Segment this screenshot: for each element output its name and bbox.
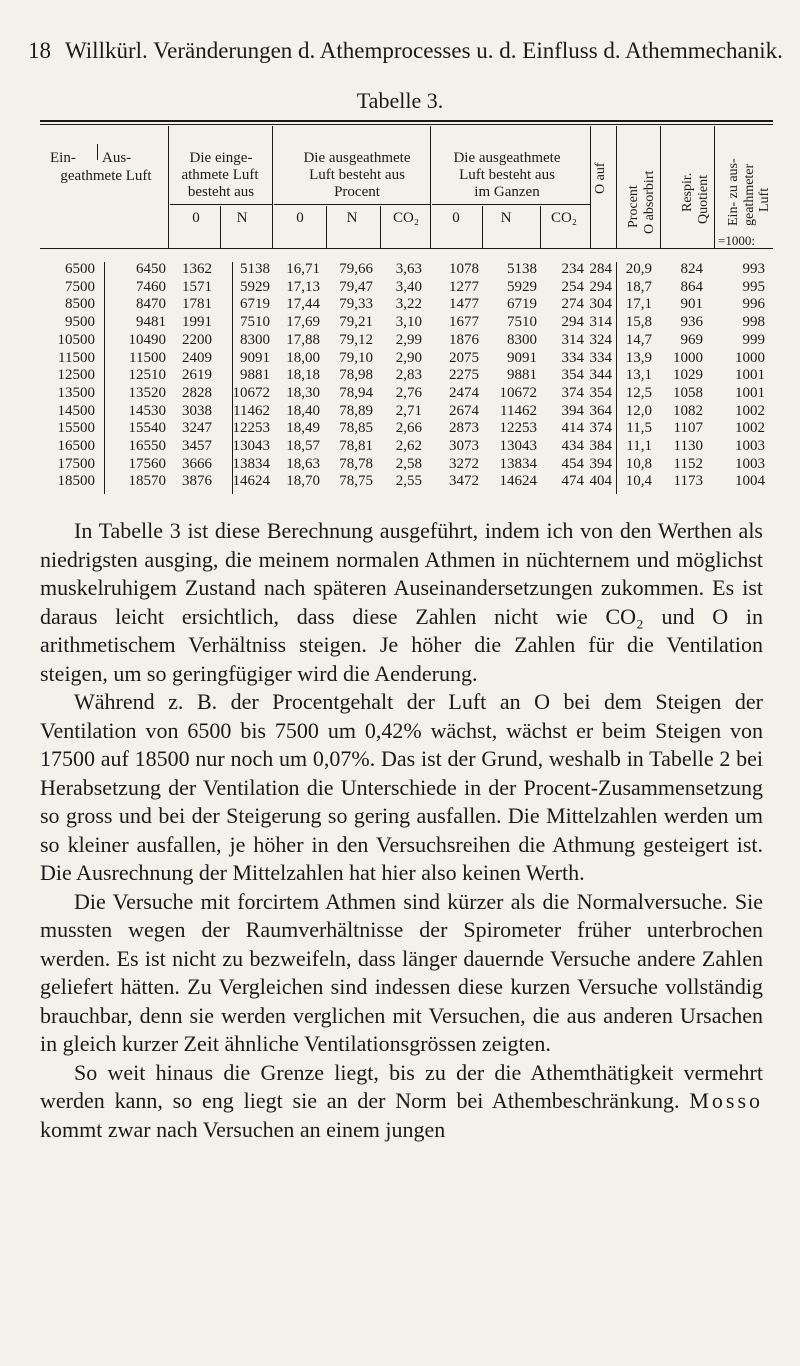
header-ausgeathmete-1: Die ausgeathmete [303, 150, 411, 166]
table-cell: 1058 [673, 384, 703, 401]
vrule-sub-3 [380, 206, 381, 248]
table-cell: 2,55 [395, 473, 422, 490]
table-cell: 294 [561, 314, 584, 331]
table-cell: 9091 [507, 349, 537, 366]
author-name: Mosso [689, 1088, 764, 1113]
table-cell: 12253 [232, 420, 270, 437]
table-cell: 8300 [240, 331, 270, 348]
table-cell: 474 [561, 473, 584, 490]
table-cell: 79,66 [339, 261, 373, 277]
sub-n-2: N [346, 210, 358, 226]
table-cell: 1173 [673, 473, 703, 490]
table-cell: 2,83 [395, 367, 422, 384]
table-cell: 14,7 [625, 331, 652, 348]
table-cell: 13520 [128, 384, 166, 401]
table-top-rule [40, 120, 773, 122]
table-cell: 304 [589, 296, 612, 313]
header-bottom-rule [40, 248, 773, 249]
table-cell: 996 [742, 296, 765, 313]
table-cell: 7510 [507, 314, 537, 331]
table-cell: 254 [561, 278, 584, 295]
table-cell: 13834 [499, 455, 537, 472]
table-cell: 8500 [65, 296, 95, 313]
table-cell: 3,22 [395, 296, 422, 313]
table-cell: 1130 [673, 438, 703, 454]
vrule-b-1 [104, 262, 105, 494]
table-cell: 344 [589, 367, 612, 384]
table-cell: 8300 [507, 331, 537, 348]
table-cell: 414 [561, 420, 584, 437]
table-cell: 6719 [240, 296, 270, 313]
table-cell: 11462 [500, 402, 537, 419]
header-respir-2: Quotient [696, 175, 711, 224]
table-cell: 999 [742, 331, 765, 348]
table-cell: 15,8 [625, 314, 652, 331]
table-cell: 14530 [128, 402, 166, 419]
table-cell: 78,89 [339, 402, 373, 419]
sub-rule-eingeathmete [170, 204, 272, 205]
table-cell: 16550 [128, 438, 166, 454]
table-cell: 2075 [449, 349, 479, 366]
table-cell: 18,49 [286, 420, 320, 437]
sub-n-1: N [236, 210, 248, 226]
header-ein-zu-aus-2: geathmeter [742, 163, 757, 226]
table-cell: 334 [561, 349, 584, 366]
table-cell: 824 [680, 261, 703, 277]
table-cell: 18,63 [286, 455, 320, 472]
table-cell: 2275 [449, 367, 479, 384]
table-cell: 9481 [136, 314, 166, 331]
vrule-h-7 [714, 126, 715, 248]
table-cell: 5929 [507, 278, 537, 295]
table-cell: 2,90 [395, 349, 422, 366]
table-cell: 7460 [136, 278, 166, 295]
vrule-sub-5 [540, 206, 541, 248]
table-cell: 10672 [499, 384, 537, 401]
table-cell: 3073 [449, 438, 479, 454]
table-cell: 12253 [499, 420, 537, 437]
table-cell: 274 [561, 296, 584, 313]
paragraph-3: Die Versuche mit forcirtem Athmen sind kürzer als die Normalversuche. Sie mussten wegen der Raumverhältnisse der Spirometer früher unterbrochen werden. Es ist nicht zu bezweifeln, dass länger dauernde Versuche andere Zahlen geliefert hätten. Zu Vergleichen sind indessen diese kurzen Versuche vollständig brauchbar, denn sie werden verglichen mit Versuchen, die aus anderen Ursachen in gleich kurzer Zeit ähnliche Ventilationsgrössen zeigten. [40, 888, 763, 1056]
table-cell: 1277 [449, 278, 479, 295]
table-cell: 3666 [182, 455, 212, 472]
table-cell: 78,94 [339, 384, 373, 401]
header-eingeathmete-2: athmete Luft [181, 167, 259, 183]
table-cell: 1876 [449, 331, 479, 348]
table-cell: 17,69 [286, 314, 320, 331]
table-cell: 314 [561, 331, 584, 348]
table-cell: 12,0 [625, 402, 652, 419]
sub-o-3: 0 [452, 210, 460, 226]
table-cell: 79,33 [339, 296, 373, 313]
table-cell: 15540 [128, 420, 166, 437]
table-cell: 1003 [735, 438, 765, 454]
table-cell: 78,85 [339, 420, 373, 437]
table-cell: 2,76 [395, 384, 422, 401]
header-ausgeathmete-3: Procent [334, 184, 380, 200]
table-cell: 3038 [182, 402, 212, 419]
table-cell: 1477 [449, 296, 479, 313]
table-cell: 314 [589, 314, 612, 331]
table-cell: 2409 [182, 349, 212, 366]
table-cell: 13043 [499, 438, 537, 454]
table-cell: 1004 [735, 473, 765, 490]
table-cell: 404 [589, 473, 612, 490]
table-cell: 3457 [182, 438, 212, 454]
table-cell: 78,81 [339, 438, 373, 454]
header-ausgeathmete-2: Luft besteht aus [309, 167, 405, 183]
table-cell: 13,1 [625, 367, 652, 384]
table-cell: 10500 [57, 331, 95, 348]
table-cell: 2828 [182, 384, 212, 401]
vrule-sub-1 [220, 206, 221, 248]
table-cell: 394 [589, 455, 612, 472]
table-cell: 9881 [507, 367, 537, 384]
table-cell: 10672 [232, 384, 270, 401]
header-procent-o-1: Procent [626, 185, 641, 228]
table-cell: 2474 [449, 384, 479, 401]
table-cell: 6500 [65, 261, 95, 277]
header-ein-zu-aus-3: Luft [757, 187, 772, 212]
table-cell: 20,9 [625, 261, 652, 277]
table-cell: 18,00 [286, 349, 320, 366]
table-cell: 394 [561, 402, 584, 419]
header-eingeathmete-3: besteht aus [187, 184, 255, 200]
header-ganzen-1: Die ausgeathmete [453, 150, 561, 166]
table-cell: 354 [589, 384, 612, 401]
table-cell: 1677 [449, 314, 479, 331]
table-cell: 1991 [182, 314, 212, 331]
table-cell: 864 [680, 278, 703, 295]
table-cell: 234 [561, 261, 584, 277]
table-cell: 78,78 [339, 455, 373, 472]
table-cell: 1078 [449, 261, 479, 277]
table-cell: 2674 [449, 402, 479, 419]
table-cell: 374 [561, 384, 584, 401]
table-cell: 3,63 [395, 261, 422, 277]
table-cell: 3272 [449, 455, 479, 472]
table-cell: 16500 [57, 438, 95, 454]
table-cell: 14624 [499, 473, 537, 490]
table-cell: 11,5 [626, 420, 652, 437]
table-cell: 5929 [240, 278, 270, 295]
table-cell: 13043 [232, 438, 270, 454]
table-cell: 2,66 [395, 420, 422, 437]
sub-co2-1: CO₂ [392, 210, 420, 226]
table-cell: 1003 [735, 455, 765, 472]
table-cell: 11462 [233, 402, 270, 419]
table-cell: 78,98 [339, 367, 373, 384]
table-cell: 14500 [57, 402, 95, 419]
table-cell: 969 [680, 331, 703, 348]
header-o-auf: O auf [593, 162, 608, 194]
header-respir-1: Respir. [680, 172, 695, 212]
table-cell: 1362 [182, 261, 212, 277]
table-cell: 15500 [57, 420, 95, 437]
table-cell: 1000 [735, 349, 765, 366]
body-text [40, 517, 763, 1144]
table-cell: 2,62 [395, 438, 422, 454]
table-cell: 11500 [58, 349, 95, 366]
table-cell: 18,18 [286, 367, 320, 384]
table-cell: 384 [589, 438, 612, 454]
table-cell: 1571 [182, 278, 212, 295]
table-cell: 993 [742, 261, 765, 277]
table-cell: 1002 [735, 420, 765, 437]
table-cell: 18,70 [286, 473, 320, 490]
table-cell: 3,10 [395, 314, 422, 331]
header-geathmete-luft: geathmete Luft [60, 168, 152, 184]
vrule-ein-aus [97, 144, 98, 160]
table-cell: 936 [680, 314, 703, 331]
table-cell: 5138 [507, 261, 537, 277]
header-ein: Ein- [50, 150, 76, 166]
table-cell: 11500 [129, 349, 166, 366]
vrule-h-1 [168, 126, 169, 248]
table-cell: 3876 [182, 473, 212, 490]
table-cell: 7500 [65, 278, 95, 295]
running-head [28, 38, 783, 64]
vrule-h-2 [272, 126, 273, 248]
paragraph-4-b: kommt zwar nach Versuchen an einem jungen [40, 1116, 446, 1142]
table-cell: 16,71 [286, 261, 320, 277]
vrule-h-5 [616, 126, 617, 248]
paragraph-2: Während z. B. der Procentgehalt der Luft an O bei dem Steigen der Ventilation von 6500 bis 7500 um 0,42% wächst, wächst er beim Steigen von 17500 auf 18500 nur noch um 0,07%. Das ist der Grund, weshalb in Tabelle 2 bei Herabsetzung der Ventilation die Unterschiede in der Procent-Zusammensetzung so gross und bei der Steigerung so gering ausfallen. Die Mittelzahlen werden um so kleiner ausfallen, je höher in den Versuchsreihen die Athmung gesteigert ist. Die Ausrechnung der Mittelzahlen hat hier also keinen Werth. [40, 689, 763, 885]
running-head-title: Willkürl. Veränderungen d. Athemprocesses u. d. Einfluss d. Athemmechanik. [65, 38, 783, 63]
table-cell: 1082 [673, 402, 703, 419]
table-cell: 79,47 [339, 278, 373, 295]
sub-o-1: 0 [192, 210, 200, 226]
table-cell: 18,30 [286, 384, 320, 401]
sub-o-2: 0 [296, 210, 304, 226]
table-cell: 79,10 [339, 349, 373, 366]
table-cell: 1001 [735, 384, 765, 401]
table-cell: 3472 [449, 473, 479, 490]
table-cell: 3,40 [395, 278, 422, 295]
sub-rule-ganzen [432, 204, 590, 205]
table-cell: 18,40 [286, 402, 320, 419]
table-cell: 13834 [232, 455, 270, 472]
table-cell: 1002 [735, 402, 765, 419]
table-cell: 78,75 [339, 473, 373, 490]
table-cell: 14624 [232, 473, 270, 490]
vrule-b-3 [616, 262, 617, 494]
header-ein-zu-aus-4: =1000: [718, 233, 755, 248]
table-cell: 2,99 [395, 331, 422, 348]
vrule-h-6 [660, 126, 661, 248]
table-cell: 17,13 [286, 278, 320, 295]
table-cell: 1000 [673, 349, 703, 366]
paragraph-4-a: So weit hinaus die Grenze liegt, bis zu der die Athemthätigkeit vermehrt werden kann, so eng liegt sie an der Norm bei Athembeschränkung. [40, 1059, 763, 1113]
sub-n-3: N [500, 210, 512, 226]
table-cell: 10,4 [625, 473, 652, 490]
header-procent-o-2: O absorbirt [642, 170, 657, 234]
table-cell: 5138 [240, 261, 270, 277]
table-top-rule-thin [40, 124, 773, 125]
table-cell: 1781 [182, 296, 212, 313]
table-cell: 12510 [128, 367, 166, 384]
vrule-sub-4 [482, 206, 483, 248]
table-cell: 294 [589, 278, 612, 295]
header-eingeathmete-1: Die einge- [189, 150, 253, 166]
table-cell: 3247 [182, 420, 212, 437]
table-cell: 2619 [182, 367, 212, 384]
table-cell: 2200 [182, 331, 212, 348]
table-cell: 6450 [136, 261, 166, 277]
table-cell: 79,12 [339, 331, 373, 348]
table-cell: 901 [680, 296, 703, 313]
table-cell: 374 [589, 420, 612, 437]
table-cell: 18500 [57, 473, 95, 490]
sub-rule-ausgeathmete [274, 204, 430, 205]
table-cell: 2,71 [395, 402, 422, 419]
paragraph-1: In Tabelle 3 ist diese Berechnung ausgeführt, indem ich von den Werthen als niedrigsten ausging, die meinem normalen Athmen in nüchternem und möglichst muskelruhigem Zustand nach späteren Auseinandersetzungen zukommen. Es ist daraus leicht ersichtlich, dass diese Zahlen nicht wie CO₂ und O in arithmetischem Verhältniss steigen. Je höher die Zahlen für die Ventilation steigen, um so geringfügiger wird die Aenderung. [40, 518, 763, 686]
table-cell: 334 [589, 349, 612, 366]
table-cell: 10,8 [625, 455, 652, 472]
table-cell: 17500 [57, 455, 95, 472]
table-cell: 9881 [240, 367, 270, 384]
table-cell: 324 [589, 331, 612, 348]
table-cell: 1001 [735, 367, 765, 384]
table-cell: 13,9 [625, 349, 652, 366]
table-cell: 1107 [673, 420, 703, 437]
table-cell: 12,5 [625, 384, 652, 401]
header-aus: Aus- [102, 150, 132, 166]
table-cell: 18570 [128, 473, 166, 490]
table-cell: 9091 [240, 349, 270, 366]
table-cell: 6719 [507, 296, 537, 313]
table-cell: 13500 [57, 384, 95, 401]
vrule-sub-2 [326, 206, 327, 248]
table-cell: 434 [561, 438, 584, 454]
table-cell: 17,1 [625, 296, 652, 313]
table-cell: 998 [742, 314, 765, 331]
table-cell: 1029 [673, 367, 703, 384]
paragraph-4 [40, 1059, 763, 1145]
table-cell: 364 [589, 402, 612, 419]
table-cell: 18,57 [286, 438, 320, 454]
table-cell: 1152 [673, 455, 703, 472]
table-cell: 17560 [128, 455, 166, 472]
table-cell: 17,88 [286, 331, 320, 348]
table-cell: 8470 [136, 296, 166, 313]
vrule-h-3 [430, 126, 431, 248]
vrule-h-4 [590, 126, 591, 248]
table-cell: 79,21 [339, 314, 373, 331]
header-ganzen-2: Luft besteht aus [459, 167, 555, 183]
table-cell: 10490 [128, 331, 166, 348]
table-cell: 284 [589, 261, 612, 277]
sub-co2-2: CO₂ [550, 210, 578, 226]
table-cell: 354 [561, 367, 584, 384]
table-cell: 7510 [240, 314, 270, 331]
table-cell: 17,44 [286, 296, 320, 313]
table-cell: 454 [561, 455, 584, 472]
table-cell: 11,1 [626, 438, 652, 454]
table-cell: 12500 [57, 367, 95, 384]
table-cell: 2,58 [395, 455, 422, 472]
table-cell: 995 [742, 278, 765, 295]
table-cell: 9500 [65, 314, 95, 331]
table-cell: 18,7 [625, 278, 652, 295]
header-ein-zu-aus-1: Ein- zu aus- [726, 158, 741, 226]
header-ganzen-3: im Ganzen [474, 184, 540, 200]
page-number: 18 [28, 38, 51, 63]
table-cell: 2873 [449, 420, 479, 437]
table-title: Tabelle 3. [356, 88, 444, 113]
